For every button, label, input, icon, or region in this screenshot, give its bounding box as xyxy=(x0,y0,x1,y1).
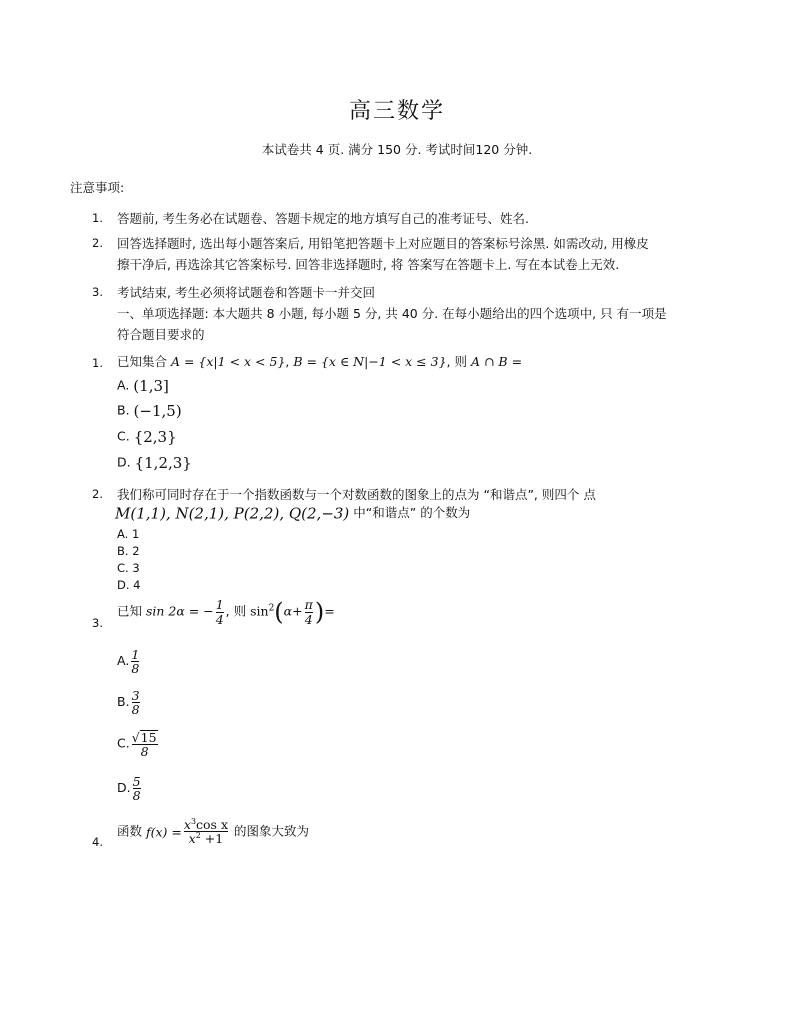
page-title: 高三数学 xyxy=(348,99,445,124)
numer-var: x xyxy=(183,817,191,833)
numer-cos: cos x xyxy=(196,817,228,833)
section-heading-cont: 符合题目要求的 xyxy=(117,327,205,342)
notice-number: 3. xyxy=(92,285,103,299)
points-list: M(1,1), N(2,1), P(2,2), Q(2,−3) xyxy=(115,504,350,523)
frac-num: 1 xyxy=(131,647,140,662)
option xyxy=(117,578,141,592)
notice-item-cont: 擦干净后, 再选涂其它答案标号. 回答非选择题时, 将 答案写在答题卡上. 写在本试卷上无效. xyxy=(117,257,620,272)
numer-exp: 3 xyxy=(190,817,197,826)
question-number: 1. xyxy=(92,356,103,370)
option-label: C. xyxy=(117,561,129,575)
fraction xyxy=(132,730,158,758)
option xyxy=(117,730,160,758)
question-2-line2 xyxy=(115,503,470,523)
fraction xyxy=(216,598,224,625)
option-label: A. xyxy=(117,653,130,669)
option xyxy=(117,775,143,802)
option xyxy=(117,648,141,675)
exponent: 2 xyxy=(268,603,275,614)
q2-tail: 中“和谐点” 的个数为 xyxy=(349,505,471,520)
notice-number: 1. xyxy=(92,211,103,225)
frac-den: 8 xyxy=(131,661,140,677)
option xyxy=(117,527,139,541)
frac-num: 5 xyxy=(132,774,141,789)
notice-number: 2. xyxy=(92,236,103,250)
question-number: 2. xyxy=(92,487,103,501)
frac-den: 4 xyxy=(215,611,224,627)
option xyxy=(117,402,182,420)
section-heading: 一、单项选择题: 本大题共 8 小题, 每小题 5 分, 共 40 分. 在每小题给出的四个选项中, 只 有一项是 xyxy=(117,306,667,321)
option xyxy=(117,689,142,716)
den-plus: +1 xyxy=(200,831,224,847)
sqrt-sign: √ xyxy=(131,730,140,745)
den-var: x xyxy=(188,831,196,847)
sqrt-radicand: 15 xyxy=(140,730,157,745)
frac-num: π xyxy=(304,597,313,613)
q1-mid: , 则 xyxy=(446,354,471,369)
function-name: f(x) = xyxy=(145,824,182,840)
option-label: B. xyxy=(117,694,130,710)
option-value: {2,3} xyxy=(133,428,177,446)
option-value: 3 xyxy=(132,561,140,575)
frac-num: 3 xyxy=(131,688,140,703)
fraction xyxy=(133,775,141,802)
q4-tail: 的图象大致为 xyxy=(230,823,309,839)
option-value: {1,2,3} xyxy=(134,454,192,472)
notice-item: 回答选择题时, 选出每小题答案后, 用铅笔把答题卡上对应题目的答案标号涂黑. 如需改动, 用橡皮 xyxy=(117,236,649,251)
set-a: A = {x|1 < x < 5} xyxy=(170,354,286,369)
fraction xyxy=(184,818,228,846)
frac-den: 8 xyxy=(131,702,140,718)
option xyxy=(117,454,192,472)
q1-ask: A ∩ B = xyxy=(470,354,523,369)
option-label: A. xyxy=(117,527,129,541)
frac-num: 1 xyxy=(215,597,224,613)
question-number: 3. xyxy=(92,616,103,630)
alpha-term: α+ xyxy=(283,603,303,619)
question-2-line1: 我们称可同时存在于一个指数函数与一个对数函数的图象上的点为 “和谐点”, 则四个 点 xyxy=(117,487,596,502)
exam-info: 本试卷共 4 页. 满分 150 分. 考试时间120 分钟. xyxy=(261,142,533,157)
option-label: B. xyxy=(117,544,129,558)
option xyxy=(117,428,177,446)
option-value: (1,3] xyxy=(133,377,169,395)
notice-heading: 注意事项: xyxy=(70,180,125,195)
question-4-stem xyxy=(117,818,309,846)
q1-pre: 已知集合 xyxy=(117,354,171,369)
equals: = xyxy=(324,603,335,619)
option-label: D. xyxy=(117,578,130,592)
set-b: B = {x ∈ N|−1 < x ≤ 3} xyxy=(293,354,447,369)
option-label: B. xyxy=(117,402,130,418)
option-label: A. xyxy=(117,377,130,393)
option-value: (−1,5) xyxy=(133,402,182,420)
option-value: 4 xyxy=(133,578,141,592)
fraction xyxy=(305,598,313,625)
option xyxy=(117,544,140,558)
q3-mid: , 则 xyxy=(225,603,251,619)
question-number: 4. xyxy=(92,835,103,849)
notice-item: 考试结束, 考生必须将试题卷和答题卡一并交回 xyxy=(117,285,375,300)
option-value: 2 xyxy=(132,544,140,558)
sin-fn: sin xyxy=(250,603,269,619)
option-value: 1 xyxy=(131,527,140,541)
q4-pre: 函数 xyxy=(117,823,146,839)
option xyxy=(117,377,169,395)
option xyxy=(117,561,140,575)
option-label: D. xyxy=(117,780,131,796)
left-paren: ( xyxy=(274,598,284,626)
notice-item: 答题前, 考生务必在试题卷、答题卡规定的地方填写自己的准考证号、姓名. xyxy=(117,211,529,226)
fraction xyxy=(131,648,139,675)
option-label: C. xyxy=(117,735,130,751)
right-paren: ) xyxy=(314,598,325,626)
q3-pre: 已知 xyxy=(117,603,146,619)
fraction xyxy=(132,689,140,716)
frac-den: 8 xyxy=(132,788,141,804)
den-exp: 2 xyxy=(195,831,201,841)
option-label: C. xyxy=(117,428,130,444)
option-label: D. xyxy=(117,454,131,470)
question-1-stem xyxy=(117,352,522,370)
question-3-stem xyxy=(117,598,335,626)
frac-den: 8 xyxy=(132,744,158,758)
q1-comma: , xyxy=(285,354,294,369)
frac-den: 4 xyxy=(304,611,313,627)
q3-lhs: sin 2α = − xyxy=(145,603,214,619)
